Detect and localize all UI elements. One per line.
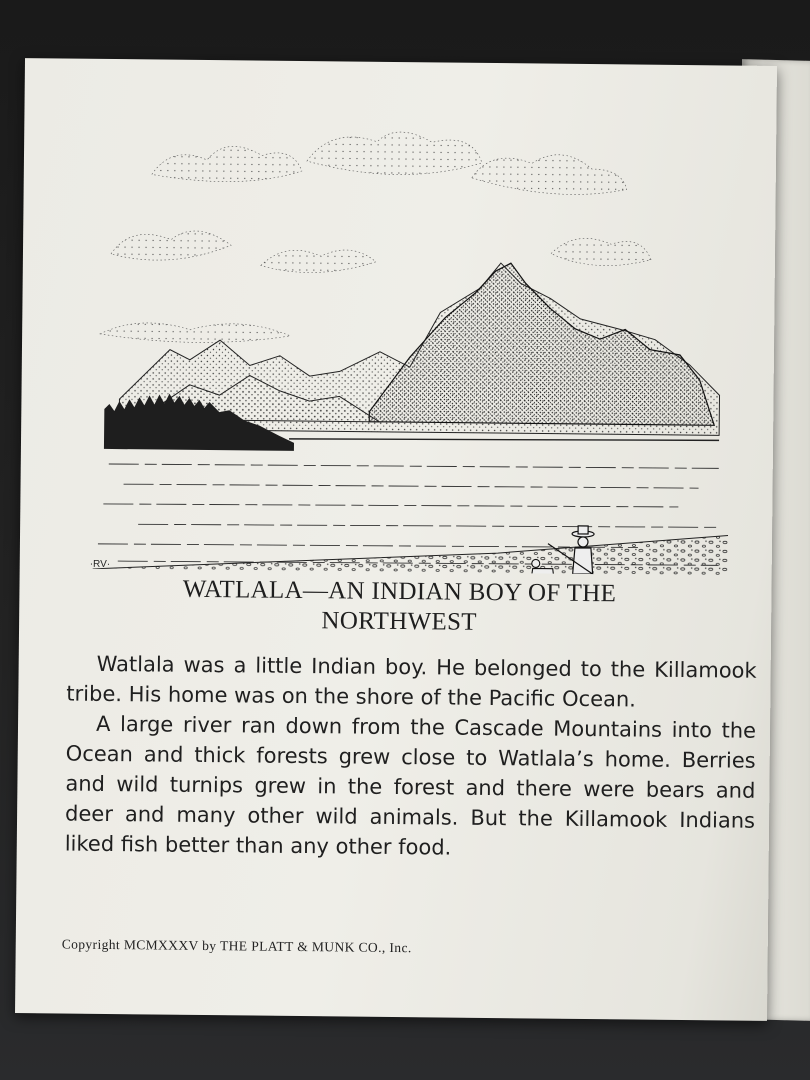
artist-signature: ·RV·	[89, 558, 111, 571]
chapter-title	[79, 574, 720, 641]
title-line-2: NORTHWEST	[321, 607, 477, 636]
main-peak	[369, 262, 716, 426]
paragraph-1: Watlala was a little Indian boy. He belonged to the Killamook tribe. His home was on the shore of the Pacific Ocean.	[66, 651, 757, 712]
story-text	[65, 649, 757, 866]
paragraph-2: A large river ran down from the Cascade Mountains into the Ocean and thick forests grew close to Watlala’s home. Berries and wild turnips grew in the forest and there were bears and deer and many other wild animals. But the Killamook Indians liked fish better than any other food.	[64, 711, 757, 860]
landscape-illustration	[78, 119, 733, 576]
beach	[93, 529, 728, 576]
title-line-1: WATLALA—AN INDIAN BOY OF THE	[182, 575, 617, 608]
book-page	[15, 58, 777, 1021]
copyright-line: Copyright MCMXXXV by THE PLATT & MUNK CO., Inc.	[61, 936, 412, 956]
